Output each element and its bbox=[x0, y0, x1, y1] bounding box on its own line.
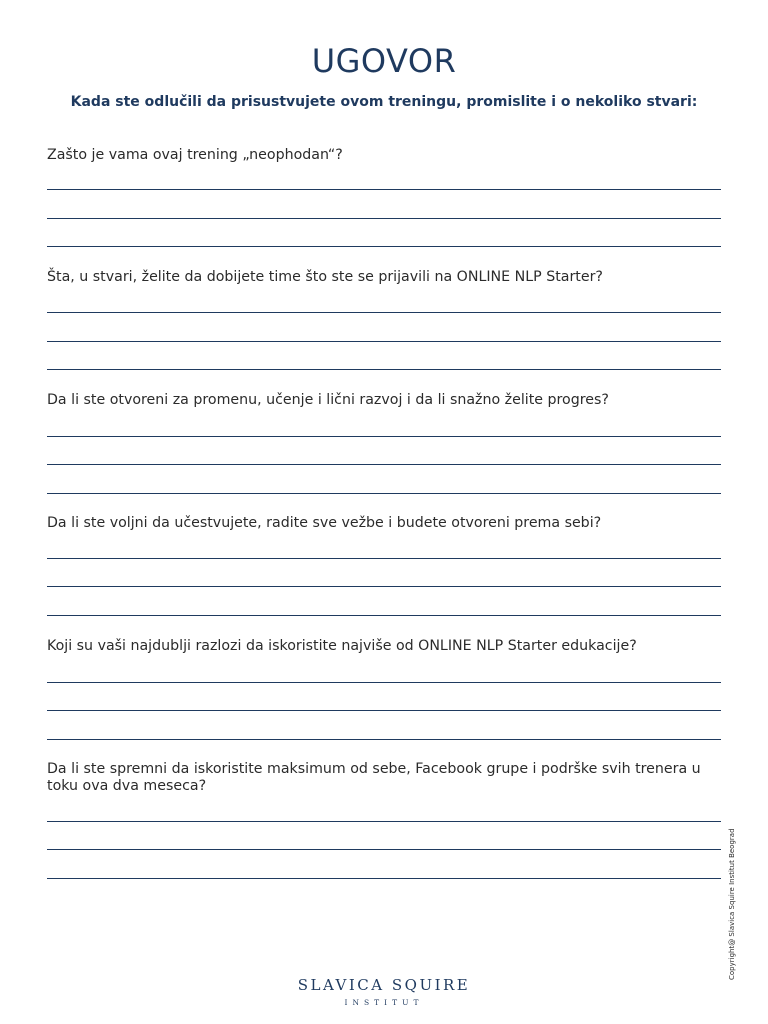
answer-line[interactable] bbox=[47, 189, 721, 190]
question-1 bbox=[47, 147, 727, 164]
answer-line[interactable] bbox=[47, 369, 721, 370]
page-title: UGOVOR bbox=[311, 42, 457, 80]
answer-line[interactable] bbox=[47, 849, 721, 850]
answer-line[interactable] bbox=[47, 493, 721, 494]
question-2 bbox=[47, 269, 727, 286]
answer-line[interactable] bbox=[47, 341, 721, 342]
question-label: Koji su vaši najdublji razlozi da iskoristite najviše od ONLINE NLP Starter edukacije? bbox=[47, 638, 637, 654]
question-label: Da li ste voljni da učestvujete, radite sve vežbe i budete otvoreni prema sebi? bbox=[47, 515, 602, 531]
institute-logo bbox=[0, 976, 768, 1007]
answer-line[interactable] bbox=[47, 739, 721, 740]
question-label: Da li ste otvoreni za promenu, učenje i lični razvoj i da li snažno želite progres? bbox=[47, 392, 609, 408]
answer-line[interactable] bbox=[47, 218, 721, 219]
question-label: Šta, u stvari, želite da dobijete time što ste se prijavili na ONLINE NLP Starter? bbox=[47, 269, 603, 285]
question-3 bbox=[47, 392, 727, 409]
copyright-notice: Copyright@ Slavica Squire Institut Beograd bbox=[728, 828, 736, 980]
answer-line[interactable] bbox=[47, 586, 721, 587]
question-label: Zašto je vama ovaj trening „neophodan“? bbox=[47, 147, 343, 163]
question-5 bbox=[47, 638, 727, 655]
answer-line[interactable] bbox=[47, 878, 721, 879]
answer-line[interactable] bbox=[47, 436, 721, 437]
answer-line[interactable] bbox=[47, 615, 721, 616]
answer-line[interactable] bbox=[47, 821, 721, 822]
answer-line[interactable] bbox=[47, 312, 721, 313]
question-6 bbox=[47, 761, 727, 795]
question-4 bbox=[47, 515, 727, 532]
question-label: Da li ste spremni da iskoristite maksimum od sebe, Facebook grupe i podrške svih trenera u toku ova dva meseca? bbox=[47, 761, 701, 794]
logo-sub-text: INSTITUT bbox=[344, 998, 424, 1007]
answer-line[interactable] bbox=[47, 710, 721, 711]
logo-main-text: SLAVICA SQUIRE bbox=[297, 976, 471, 994]
answer-line[interactable] bbox=[47, 558, 721, 559]
answer-line[interactable] bbox=[47, 464, 721, 465]
page-subtitle: Kada ste odlučili da prisustvujete ovom treningu, promislite i o nekoliko stvari: bbox=[70, 94, 698, 110]
answer-line[interactable] bbox=[47, 682, 721, 683]
answer-line[interactable] bbox=[47, 246, 721, 247]
